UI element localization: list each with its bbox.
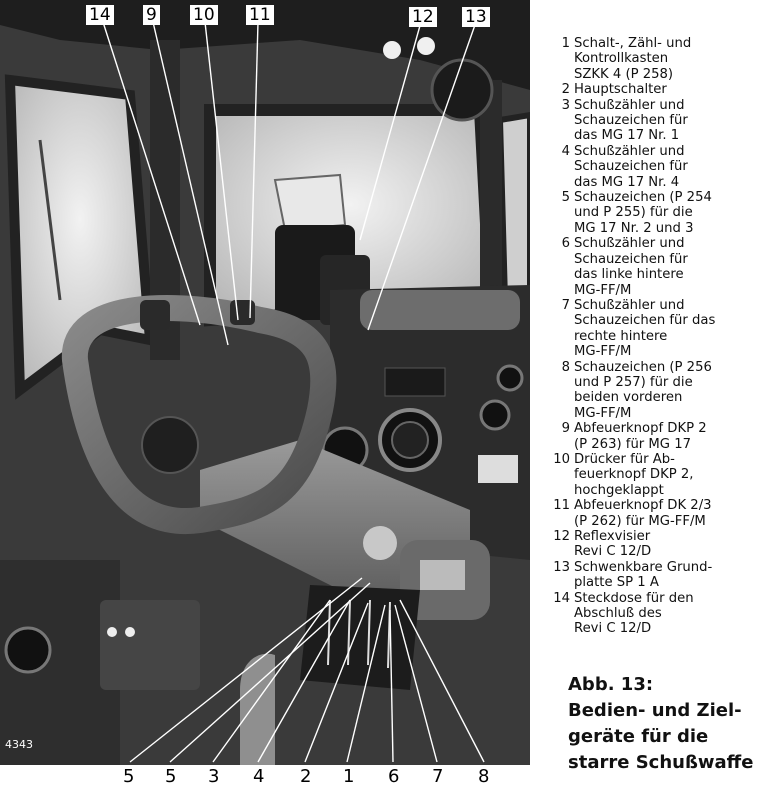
legend-item: 3 Schußzähler und Schauzeichen für das MG 17 Nr. 1 — [561, 97, 688, 144]
callout-9: 9 — [143, 5, 160, 25]
legend-item: 10 Drücker für Ab- feuerknopf DKP 2, hochgeklappt — [553, 451, 694, 498]
figure-caption — [568, 672, 778, 776]
legend-item: 14 Steckdose für den Abschluß des Revi C 12/D — [553, 590, 694, 637]
callout-bottom-3: 3 — [208, 766, 220, 787]
callout-bottom-6: 6 — [388, 766, 400, 787]
callout-10: 10 — [190, 5, 218, 25]
legend-item: 1 Schalt-, Zähl- und Kontrollkasten SZKK 4 (P 258) — [561, 36, 692, 82]
callout-bottom-5a: 5 — [123, 766, 135, 787]
legend-item: 11 Abfeuerknopf DK 2/3 (P 262) für MG-FF/M — [553, 498, 712, 529]
callout-bottom-4: 4 — [253, 766, 265, 787]
legend-item: 4 Schußzähler und Schauzeichen für das MG 17 Nr. 4 — [561, 143, 688, 190]
legend-item: 2 Hauptschalter — [561, 82, 667, 98]
legend-item: 7 Schußzähler und Schauzeichen für das rechte hintere MG-FF/M — [561, 297, 716, 360]
callout-bottom-7: 7 — [432, 766, 444, 787]
legend-item: 9 Abfeuerknopf DKP 2 (P 263) für MG 17 — [561, 421, 707, 452]
callout-13: 13 — [462, 7, 490, 27]
callout-12: 12 — [409, 7, 437, 27]
legend-item: 13 Schwenkbare Grund- platte SP 1 A — [553, 559, 713, 591]
callout-bottom-8: 8 — [478, 766, 490, 787]
legend-item: 8 Schauzeichen (P 256 und P 257) für die beiden vorderen MG-FF/M — [561, 359, 712, 421]
callout-bottom-1: 1 — [343, 766, 355, 787]
legend-item: 5 Schauzeichen (P 254 und P 255) für die MG 17 Nr. 2 und 3 — [561, 190, 712, 236]
callout-bottom-2: 2 — [300, 766, 312, 787]
callout-11: 11 — [246, 5, 274, 25]
plate-number: 4343 — [5, 738, 33, 751]
callout-14: 14 — [86, 5, 114, 25]
figure-title: Bedien- und Ziel- geräte für die starre Schußwaffe — [568, 700, 754, 773]
legend-list — [552, 36, 777, 637]
figure-number: Abb. 13: — [568, 674, 654, 695]
legend-item: 6 Schußzähler und Schauzeichen für das linke hintere MG-FF/M — [561, 236, 688, 298]
callout-bottom-5b: 5 — [165, 766, 177, 787]
legend-item: 12 Reflexvisier Revi C 12/D — [553, 529, 652, 560]
